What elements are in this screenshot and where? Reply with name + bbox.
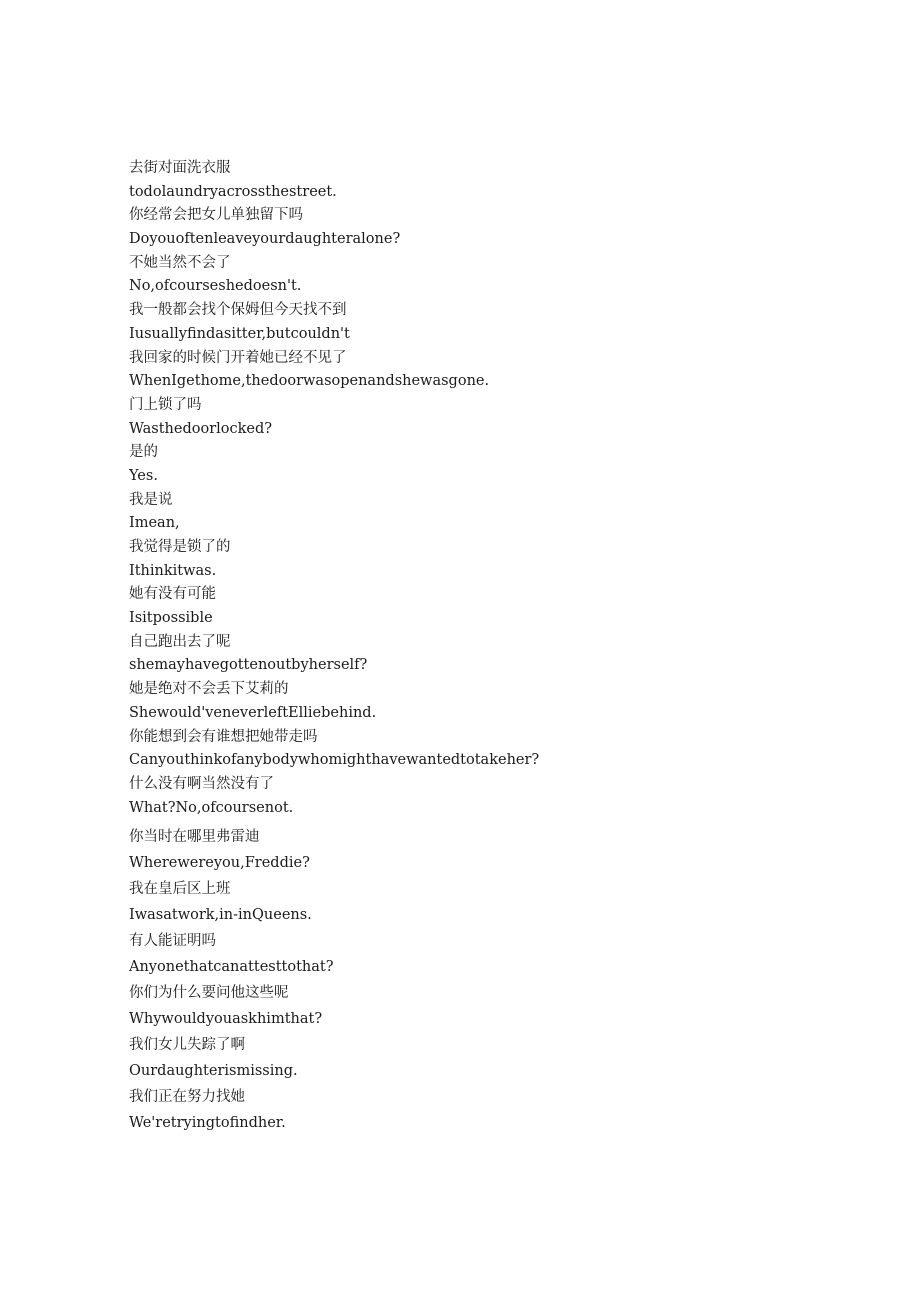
transcript-line: Ourdaughterismissing. bbox=[129, 1063, 298, 1079]
transcript-line: 什么没有啊当然没有了 bbox=[129, 775, 274, 792]
transcript-line: Wherewereyou,Freddie? bbox=[129, 855, 310, 871]
transcript-line: 我是说 bbox=[129, 491, 173, 508]
transcript-line: 我在皇后区上班 bbox=[129, 881, 231, 897]
transcript-line: WhenIgethome,thedoorwasopenandshewasgone. bbox=[129, 373, 490, 390]
transcript-line: 我们正在努力找她 bbox=[129, 1089, 245, 1105]
transcript-line: 不她当然不会了 bbox=[129, 254, 231, 271]
transcript-line: No,ofcourseshedoesn't. bbox=[129, 278, 302, 295]
transcript-line: Canyouthinkofanybodywhomighthavewantedtotakeher? bbox=[129, 752, 540, 769]
transcript-line: 我回家的时候门开着她已经不见了 bbox=[129, 349, 347, 366]
transcript-line: Wasthedoorlocked? bbox=[129, 420, 273, 437]
transcript-line: Doyouoftenleaveyourdaughteralone? bbox=[129, 231, 401, 248]
transcript-line: 有人能证明吗 bbox=[129, 933, 216, 949]
transcript-line: 自己跑出去了呢 bbox=[129, 633, 231, 650]
transcript-line: Shewould'veneverleftElliebehind. bbox=[129, 704, 377, 721]
transcript-line: Yes. bbox=[129, 467, 158, 484]
transcript-line: 她是绝对不会丢下艾莉的 bbox=[129, 681, 289, 698]
transcript-line: We'retryingtofindher. bbox=[129, 1115, 286, 1131]
transcript-line: What?No,ofcoursenot. bbox=[129, 799, 294, 816]
transcript-line: 去街对面洗衣服 bbox=[129, 160, 231, 176]
transcript-line: shemayhavegottenoutbyherself? bbox=[129, 657, 368, 674]
transcript-line: Anyonethatcanattesttothat? bbox=[129, 959, 334, 975]
transcript-line: Iwasatwork,in-inQueens. bbox=[129, 907, 312, 923]
transcript-line: Iusuallyfindasitter,butcouldn't bbox=[129, 325, 350, 342]
transcript-line: 是的 bbox=[129, 444, 158, 461]
transcript-line: 她有没有可能 bbox=[129, 586, 216, 603]
transcript-line: 你能想到会有谁想把她带走吗 bbox=[129, 728, 318, 745]
transcript-block-2 bbox=[129, 824, 829, 1136]
transcript-block-1 bbox=[129, 157, 829, 820]
transcript-line: 我们女儿失踪了啊 bbox=[129, 1037, 245, 1053]
transcript-line: 你经常会把女儿单独留下吗 bbox=[129, 207, 303, 224]
transcript-line: todolaundryacrossthestreet. bbox=[129, 183, 337, 200]
transcript-line: Imean, bbox=[129, 515, 180, 532]
transcript-line: 我觉得是锁了的 bbox=[129, 539, 231, 555]
transcript-line: 门上锁了吗 bbox=[129, 396, 202, 413]
transcript-line: 你当时在哪里弗雷迪 bbox=[129, 829, 260, 845]
transcript-line: Ithinkitwas. bbox=[129, 562, 217, 579]
transcript-line: Isitpossible bbox=[129, 610, 213, 627]
transcript-line: Whywouldyouaskhimthat? bbox=[129, 1011, 323, 1027]
transcript-line: 你们为什么要问他这些呢 bbox=[129, 985, 289, 1001]
transcript-line: 我一般都会找个保姆但今天找不到 bbox=[129, 302, 347, 319]
